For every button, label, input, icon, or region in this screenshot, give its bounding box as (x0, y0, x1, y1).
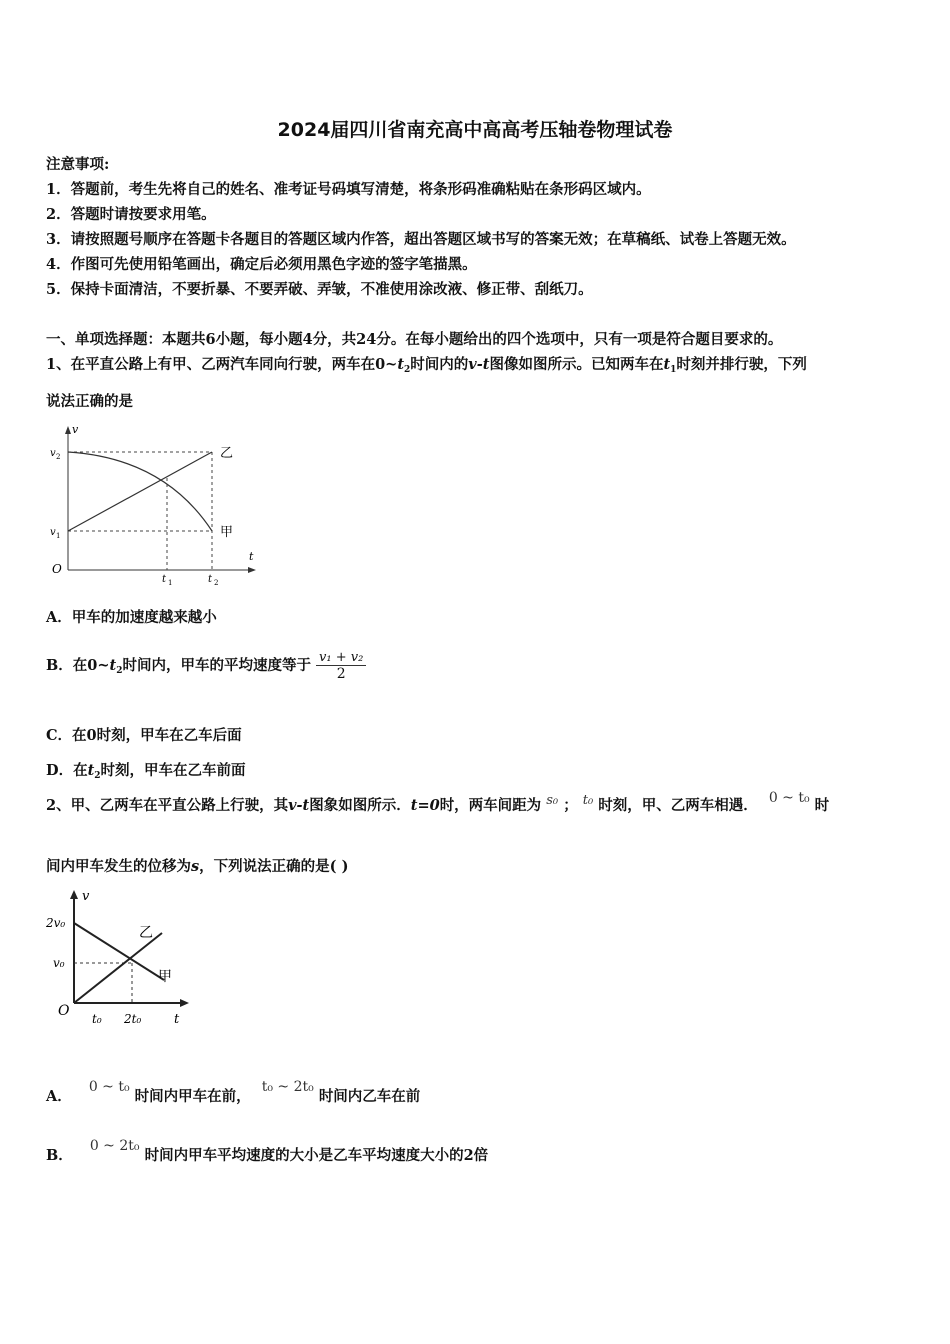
notice-item-2: 2．答题时请按要求用笔。 (46, 206, 216, 223)
svg-text:v₀: v₀ (53, 956, 65, 970)
q1-stem-line2: 说法正确的是 (46, 393, 133, 410)
svg-text:乙: 乙 (220, 446, 234, 461)
q2-stem-line2: 间内甲车发生的位移为s，下列说法正确的是( ) (46, 858, 349, 875)
notice-item-3: 3．请按照题号顺序在答题卡各题目的答题区域内作答，超出答题区域书写的答案无效；在草稿纸、试卷上答题无效。 (46, 231, 796, 248)
notice-item-4: 4．作图可先使用铅笔画出，确定后必须用黑色字迹的签字笔描黑。 (46, 256, 477, 273)
svg-text:O: O (58, 1003, 70, 1019)
svg-text:t: t (174, 1012, 180, 1027)
svg-text:1: 1 (56, 532, 61, 540)
q1-option-c[interactable]: C．在0时刻，甲车在乙车后面 (46, 727, 242, 744)
svg-text:乙: 乙 (139, 925, 153, 941)
svg-text:1: 1 (168, 579, 173, 585)
q2-vt-graph (44, 885, 204, 1030)
svg-text:t: t (249, 550, 254, 563)
svg-text:2: 2 (214, 579, 219, 585)
notice-heading: 注意事项: (46, 156, 110, 173)
notice-item-5: 5．保持卡面清洁，不要折暴、不要弄破、弄皱，不准使用涂改液、修正带、刮纸刀。 (46, 281, 593, 298)
svg-text:t: t (208, 574, 213, 585)
q1-option-b-fraction: $\frac{\text{v₁ + v₂}}{2}$ (316, 650, 366, 682)
svg-text:v: v (72, 423, 79, 436)
q1-stem-line1: 1、在平直公路上有甲、乙两汽车同向行驶，两车在$0\sim t_2$时间内的v-t图像如图所示。已知两车在$t_1$时刻并排行驶，下列 (46, 356, 807, 375)
svg-text:t: t (162, 574, 167, 585)
q1-option-a[interactable]: A．甲车的加速度越来越小 (46, 609, 217, 626)
svg-text:2v₀: 2v₀ (46, 916, 66, 930)
q2-line-yi (74, 933, 162, 1003)
notice-item-1: 1．答题前，考生先将自己的姓名、准考证号码填写清楚，将条形码准确粘贴在条形码区域内。 (46, 181, 651, 198)
svg-text:v: v (50, 527, 56, 538)
section-heading: 一、单项选择题：本题共6小题，每小题4分，共24分。在每小题给出的四个选项中，只有一项是符合题目要求的。 (46, 331, 783, 348)
q1-option-b[interactable]: B．在$0\sim t_2$时间内，甲车的平均速度等于 $\frac{\text{v₁ + v₂}}{2}$ (46, 650, 366, 682)
svg-text:甲: 甲 (220, 525, 234, 540)
svg-text:甲: 甲 (158, 969, 172, 985)
svg-text:2: 2 (56, 453, 61, 461)
q1-line-yi (68, 452, 212, 531)
svg-text:v: v (50, 448, 56, 459)
q2-option-b[interactable]: B． 0 ~ 2t₀ 时间内甲车平均速度的大小是乙车平均速度大小的2倍 (46, 1138, 489, 1164)
svg-text:O: O (52, 562, 62, 576)
q1-vt-graph (44, 420, 264, 585)
q2-stem-line1: 2、甲、乙两车在平直公路上行驶，其v-t图象如图所示．t=0时，两车间距为 s₀ ； t₀ 时刻，甲、乙两车相遇． 0 ~ t₀ 时 (46, 790, 830, 814)
q1-option-d[interactable]: D．在$t_2$时刻，甲车在乙车前面 (46, 762, 246, 781)
page-title: 2024届四川省南充高中高高考压轴卷物理试卷 (277, 119, 673, 141)
svg-text:t₀: t₀ (92, 1012, 102, 1026)
svg-text:2t₀: 2t₀ (124, 1012, 142, 1026)
svg-text:v: v (82, 889, 90, 904)
q2-option-a[interactable]: A． 0 ~ t₀ 时间内甲车在前， t₀ ~ 2t₀ 时间内乙车在前 (46, 1079, 421, 1105)
